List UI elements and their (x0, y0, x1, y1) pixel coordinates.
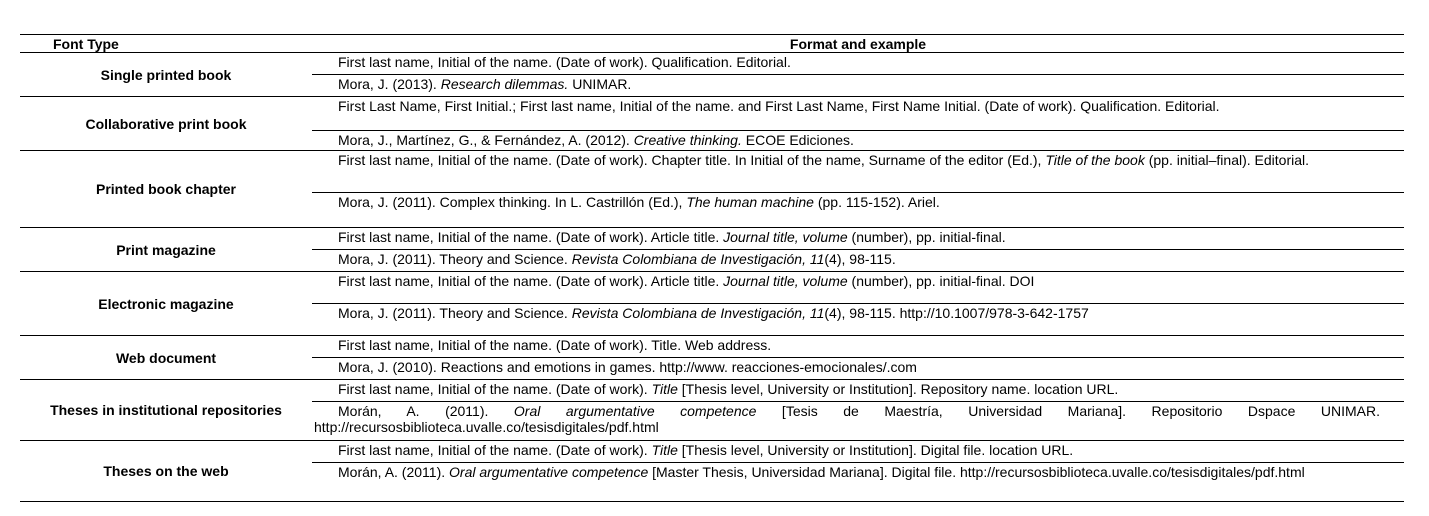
format-cell: First last name, Initial of the name. (Date of work). Title. Web address. (312, 336, 1404, 358)
table-row (20, 336, 1404, 358)
example-cell: Mora, J. (2011). Theory and Science. Revista Colombiana de Investigación, 11(4), 98-115. http://10.1007/978-3-642-1757 (312, 304, 1404, 336)
font-type-cell: Theses in institutional repositories (20, 380, 312, 441)
table-row (20, 272, 1404, 304)
table-row (20, 53, 1404, 75)
format-cell: First last name, Initial of the name. (Date of work). Chapter title. In Initial of the name, Surname of the editor (Ed.), Title of the book (pp. initial–final). Editorial. (312, 151, 1404, 193)
example-cell: Mora, J. (2011). Complex thinking. In L. Castrillón (Ed.), The human machine (pp. 115-152). Ariel. (312, 193, 1404, 228)
format-cell: First Last Name, First Initial.; First last name, Initial of the name. and First Last Name, First Name Initial. (Date of work). Qualification. Editorial. (312, 97, 1404, 131)
font-type-cell: Web document (20, 336, 312, 380)
format-cell: First last name, Initial of the name. (Date of work). Article title. Journal title, volume (number), pp. initial-final. DOI (312, 272, 1404, 304)
example-cell: Morán, A. (2011). Oral argumentative competence [Master Thesis, Universidad Mariana]. Digital file. http://recursosbiblioteca.uvalle.co/tesisdigitales/pdf.html (312, 463, 1404, 502)
font-type-cell: Collaborative print book (20, 97, 312, 151)
format-cell: First last name, Initial of the name. (Date of work). Title [Thesis level, University or Institution]. Digital file. location URL. (312, 441, 1404, 463)
table-row (20, 151, 1404, 193)
table-row (20, 441, 1404, 463)
font-type-cell: Print magazine (20, 228, 312, 272)
example-cell: Morán, A. (2011). Oral argumentative competence [Tesis de Maestría, Universidad Mariana]. Repositorio Dspace UNIMAR. http://recursosbiblioteca.uvalle.co/tesisdigitales/pdf.html (312, 402, 1404, 441)
header-format-example: Format and example (312, 35, 1404, 53)
example-cell: Mora, J. (2013). Research dilemmas. UNIMAR. (312, 75, 1404, 97)
example-cell: Mora, J. (2010). Reactions and emotions in games. http://www. reacciones-emocionales/.com (312, 358, 1404, 380)
table-row (20, 380, 1404, 402)
font-type-cell: Printed book chapter (20, 151, 312, 228)
font-type-cell: Single printed book (20, 53, 312, 97)
format-cell: First last name, Initial of the name. (Date of work). Qualification. Editorial. (312, 53, 1404, 75)
reference-format-table (20, 34, 1404, 502)
format-cell: First last name, Initial of the name. (Date of work). Title [Thesis level, University or Institution]. Repository name. location URL. (312, 380, 1404, 402)
example-cell: Mora, J. (2011). Theory and Science. Revista Colombiana de Investigación, 11(4), 98-115. (312, 250, 1404, 272)
table-row (20, 228, 1404, 250)
example-cell: Mora, J., Martínez, G., & Fernández, A. (2012). Creative thinking. ECOE Ediciones. (312, 131, 1404, 151)
format-cell: First last name, Initial of the name. (Date of work). Article title. Journal title, volume (number), pp. initial-final. (312, 228, 1404, 250)
header-row (20, 35, 1404, 53)
table-row (20, 97, 1404, 131)
font-type-cell: Electronic magazine (20, 272, 312, 336)
font-type-cell: Theses on the web (20, 441, 312, 502)
header-font-type: Font Type (20, 35, 312, 53)
